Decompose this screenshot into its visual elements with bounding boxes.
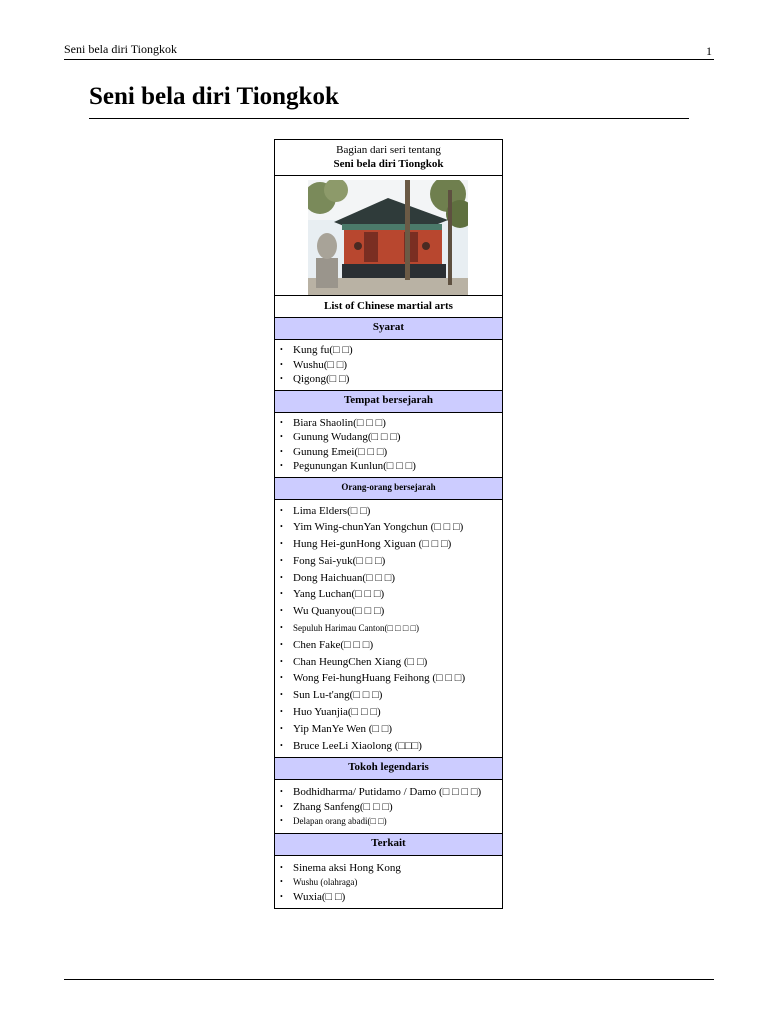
list-item[interactable]: • Hung Hei-gunHong Xiguan (□ □ □) bbox=[275, 536, 502, 553]
list-item[interactable]: • Yip ManYe Wen (□ □) bbox=[275, 721, 502, 738]
page-title: Seni bela diri Tiongkok bbox=[89, 82, 689, 119]
list-item[interactable]: • Qigong(□ □) bbox=[275, 372, 502, 387]
section-list-syarat bbox=[275, 340, 502, 391]
running-header bbox=[64, 42, 714, 60]
list-item[interactable]: • Sinema aksi Hong Kong bbox=[275, 861, 502, 876]
temple-photo bbox=[275, 176, 502, 296]
infobox-series bbox=[275, 140, 502, 176]
list-item[interactable]: • Sepuluh Harimau Canton(□ □ □ □) bbox=[275, 620, 502, 637]
footer-rule bbox=[64, 979, 714, 980]
list-item[interactable]: • Chen Fake(□ □ □) bbox=[275, 637, 502, 654]
list-item[interactable]: • Bodhidharma/ Putidamo / Damo (□ □ □ □) bbox=[275, 785, 502, 800]
section-heading-tokoh: Tokoh legendaris bbox=[275, 758, 502, 780]
running-title: Seni bela diri Tiongkok bbox=[64, 42, 178, 56]
list-item[interactable]: • Lima Elders(□ □) bbox=[275, 503, 502, 520]
series-label: Bagian dari seri tentang bbox=[336, 144, 441, 156]
section-heading-orang: Orang-orang bersejarah bbox=[275, 478, 502, 500]
list-item[interactable]: • Bruce LeeLi Xiaolong (□□□) bbox=[275, 738, 502, 755]
section-heading-terkait: Terkait bbox=[275, 834, 502, 856]
list-item[interactable]: • Delapan orang abadi(□ □) bbox=[275, 814, 502, 829]
list-item[interactable]: • Gunung Emei(□ □ □) bbox=[275, 445, 502, 460]
section-list-tempat bbox=[275, 413, 502, 478]
section-list-terkait bbox=[275, 856, 502, 909]
list-item[interactable]: • Yang Luchan(□ □ □) bbox=[275, 586, 502, 603]
list-item[interactable]: • Huo Yuanjia(□ □ □) bbox=[275, 704, 502, 721]
temple-photo-icon bbox=[308, 180, 468, 295]
list-item[interactable]: • Fong Sai-yuk(□ □ □) bbox=[275, 553, 502, 570]
list-item[interactable]: • Yim Wing-chunYan Yongchun (□ □ □) bbox=[275, 519, 502, 536]
section-list-tokoh bbox=[275, 780, 502, 834]
list-item[interactable]: • Wuxia(□ □) bbox=[275, 890, 502, 905]
series-title: Seni bela diri Tiongkok bbox=[333, 158, 444, 170]
list-link[interactable]: List of Chinese martial arts bbox=[275, 296, 502, 318]
list-item[interactable]: • Dong Haichuan(□ □ □) bbox=[275, 570, 502, 587]
list-item[interactable]: • Pegunungan Kunlun(□ □ □) bbox=[275, 459, 502, 474]
list-item[interactable]: • Wu Quanyou(□ □ □) bbox=[275, 603, 502, 620]
list-item[interactable]: • Biara Shaolin(□ □ □) bbox=[275, 416, 502, 431]
section-list-orang bbox=[275, 500, 502, 759]
section-heading-tempat: Tempat bersejarah bbox=[275, 391, 502, 413]
list-item[interactable]: • Zhang Sanfeng(□ □ □) bbox=[275, 800, 502, 815]
list-item[interactable]: • Wong Fei-hungHuang Feihong (□ □ □) bbox=[275, 670, 502, 687]
list-item[interactable]: • Wushu (olahraga) bbox=[275, 875, 502, 890]
list-item[interactable]: • Wushu(□ □) bbox=[275, 358, 502, 373]
list-item[interactable]: • Sun Lu-t'ang(□ □ □) bbox=[275, 687, 502, 704]
infobox bbox=[274, 139, 503, 909]
section-heading-syarat: Syarat bbox=[275, 318, 502, 340]
list-item[interactable]: • Gunung Wudang(□ □ □) bbox=[275, 430, 502, 445]
list-item[interactable]: • Kung fu(□ □) bbox=[275, 343, 502, 358]
list-item[interactable]: • Chan HeungChen Xiang (□ □) bbox=[275, 654, 502, 671]
page-number: 1 bbox=[706, 44, 712, 58]
